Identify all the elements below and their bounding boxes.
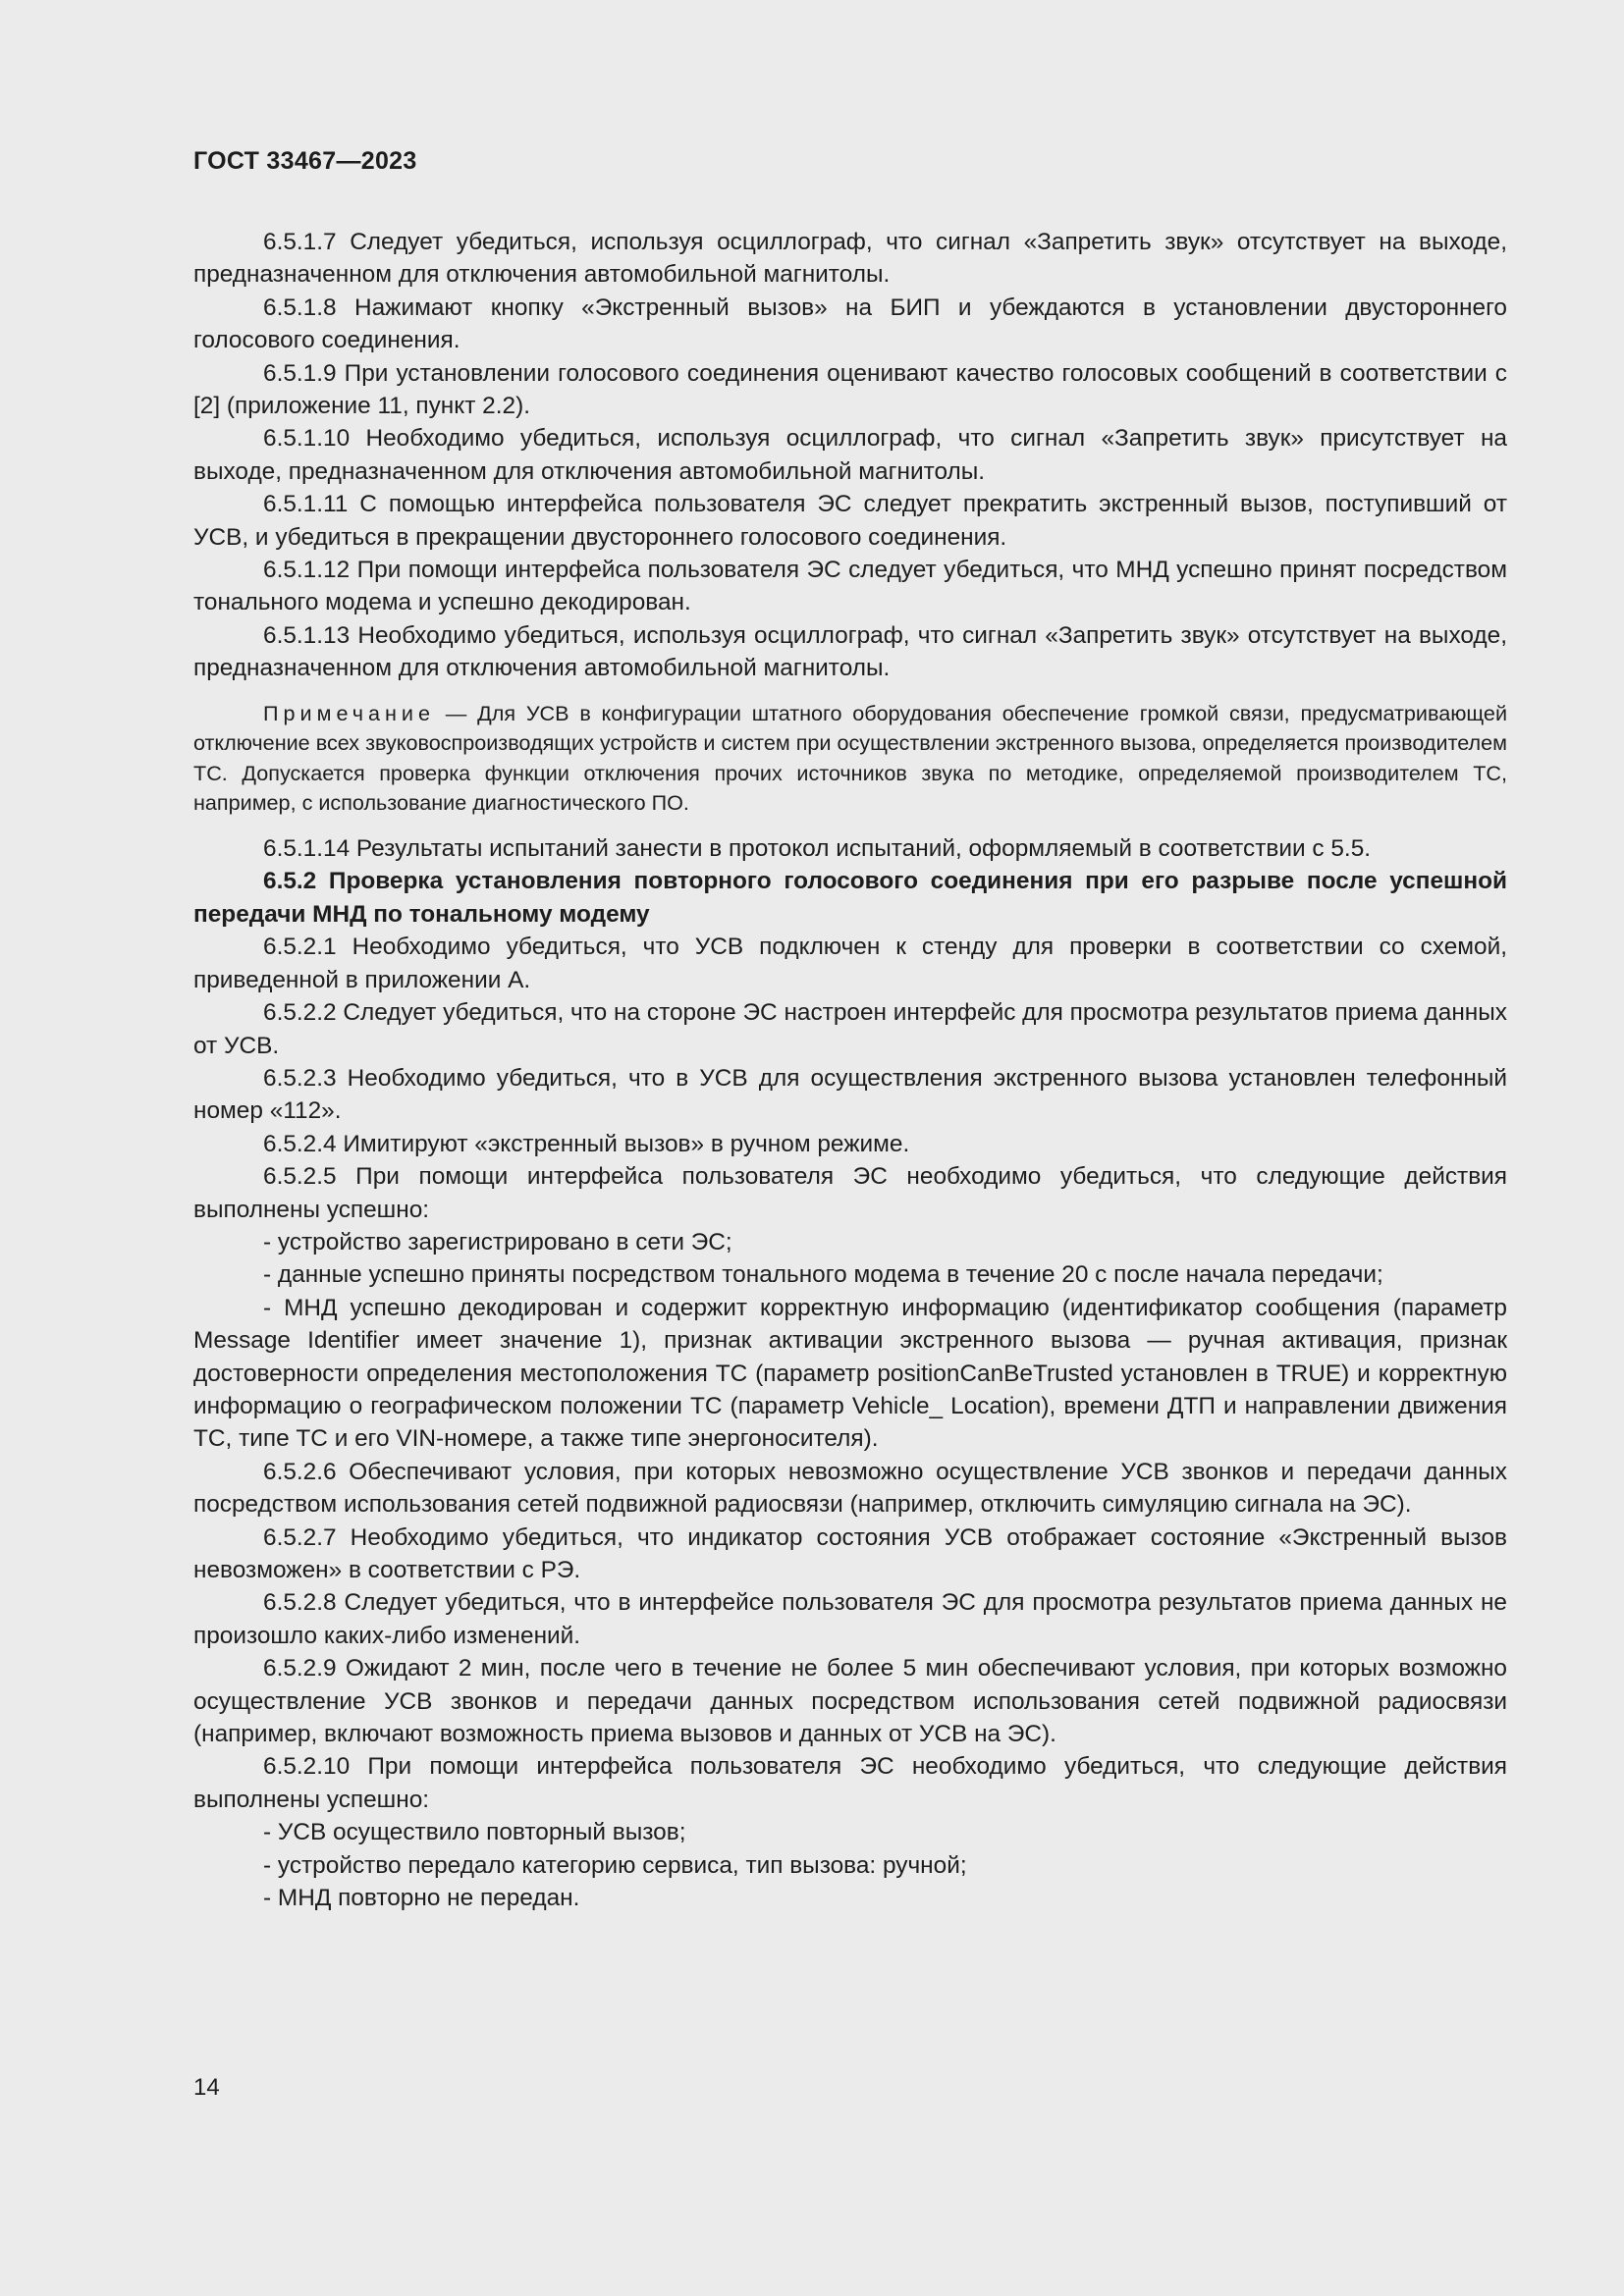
list-item: - УСВ осуществило повторный вызов; bbox=[263, 1819, 686, 1846]
paragraph-6-5-2-9: 6.5.2.9 Ожидают 2 мин, после чего в течение не более 5 мин обеспечивают условия, при которых возможно осуществление УСВ звонков и передачи данных посредством использования сетей подвижной радиосвязи (например, включают возможность приема вызовов и данных от УСВ на ЭС). bbox=[193, 1655, 1507, 1748]
paragraph-6-5-2-1: 6.5.2.1 Необходимо убедиться, что УСВ подключен к стенду для проверки в соответствии со схемой, приведенной в приложении А. bbox=[193, 934, 1507, 993]
paragraph-6-5-2-3: 6.5.2.3 Необходимо убедиться, что в УСВ для осуществления экстренного вызова установлен телефонный номер «112». bbox=[193, 1064, 1507, 1125]
list-item: - МНД успешно декодирован и содержит корректную информацию (идентификатор сообщения (параметр Message Identifier имеет значение 1), признак активации экстренного вызова — ручная активация, признак достоверности определения местоположения ТС (параметр positionCanBeTrusted установлен в TRUE) и корректную информацию о географическом положении ТС (параметр Vehicle_ Location), времени ДТП и направлении движения ТС, типе ТС и его VIN-номере, а также типе энергоносителя). bbox=[193, 1294, 1507, 1453]
paragraph-6-5-1-10: 6.5.1.10 Необходимо убедиться, используя осциллограф, что сигнал «Запретить звук» присутствует на выходе, предназначенном для отключения автомобильной магнитолы. bbox=[193, 425, 1507, 485]
section-heading-6-5-2 bbox=[193, 865, 1507, 931]
paragraph-6-5-1-12: 6.5.1.12 При помощи интерфейса пользователя ЭС следует убедиться, что МНД успешно принят посредством тонального модема и успешно декодирован. bbox=[193, 557, 1507, 616]
paragraph-6-5-1-11: 6.5.1.11 С помощью интерфейса пользователя ЭС следует прекратить экстренный вызов, поступивший от УСВ, и убедиться в прекращении двустороннего голосового соединения. bbox=[193, 491, 1507, 551]
paragraph-6-5-2-10: 6.5.2.10 При помощи интерфейса пользователя ЭС необходимо убедиться, что следующие действия выполнены успешно: bbox=[193, 1753, 1507, 1813]
list-item: - устройство передало категорию сервиса, тип вызова: ручной; bbox=[263, 1851, 967, 1879]
paragraph-6-5-1-13: 6.5.1.13 Необходимо убедиться, используя осциллограф, что сигнал «Запретить звук» отсутствует на выходе, предназначенном для отключения автомобильной магнитолы. bbox=[193, 621, 1507, 682]
paragraph-6-5-2-7: 6.5.2.7 Необходимо убедиться, что индикатор состояния УСВ отображает состояние «Экстренный вызов невозможен» в соответствии с РЭ. bbox=[193, 1523, 1507, 1583]
page-body bbox=[193, 226, 1507, 1914]
paragraph-6-5-2-2: 6.5.2.2 Следует убедиться, что на стороне ЭС настроен интерфейс для просмотра результатов приема данных от УСВ. bbox=[193, 999, 1507, 1059]
paragraph-6-5-1-8: 6.5.1.8 Нажимают кнопку «Экстренный вызов» на БИП и убеждаются в установлении двустороннего голосового соединения. bbox=[193, 294, 1507, 354]
page-number: 14 bbox=[193, 2074, 220, 2101]
document-header: ГОСТ 33467—2023 bbox=[193, 147, 417, 175]
paragraph-6-5-2-4: 6.5.2.4 Имитируют «экстренный вызов» в ручном режиме. bbox=[263, 1130, 910, 1157]
list-item: - МНД повторно не передан. bbox=[263, 1885, 580, 1912]
paragraph-6-5-1-14: 6.5.1.14 Результаты испытаний занести в протокол испытаний, оформляемый в соответствии с 5.5. bbox=[263, 835, 1372, 863]
note-block bbox=[193, 699, 1507, 819]
note-label: Примечание bbox=[263, 700, 435, 725]
section-heading-text: 6.5.2 Проверка установления повторного голосового соединения при его разрыве после успешной передачи МНД по тональному модему bbox=[193, 868, 1507, 928]
paragraph-6-5-1-9: 6.5.1.9 При установлении голосового соединения оценивают качество голосовых сообщений в соответствии с [2] (приложение 11, пункт 2.2). bbox=[193, 359, 1507, 420]
paragraph-6-5-2-6: 6.5.2.6 Обеспечивают условия, при которых невозможно осуществление УСВ звонков и передачи данных посредством использования сетей подвижной радиосвязи (например, отключить симуляцию сигнала на ЭС). bbox=[193, 1458, 1507, 1519]
paragraph-6-5-2-5: 6.5.2.5 При помощи интерфейса пользователя ЭС необходимо убедиться, что следующие действия выполнены успешно: bbox=[193, 1163, 1507, 1223]
note-text: — Для УСВ в конфигурации штатного оборудования обеспечение громкой связи, предусматривающей отключение всех звуковоспроизводящих устройств и систем при осуществлении экстренного вызова, определяется производителем ТС. Допускается проверка функции отключения прочих источников звука по методике, определяемой производителем ТС, например, с использование диагностического ПО. bbox=[193, 700, 1508, 816]
list-item: - данные успешно приняты посредством тонального модема в течение 20 с после начала передачи; bbox=[263, 1261, 1383, 1289]
list-item: - устройство зарегистрировано в сети ЭС; bbox=[263, 1228, 732, 1255]
paragraph-6-5-1-7: 6.5.1.7 Следует убедиться, используя осциллограф, что сигнал «Запретить звук» отсутствует на выходе, предназначенном для отключения автомобильной магнитолы. bbox=[193, 229, 1507, 289]
paragraph-6-5-2-8: 6.5.2.8 Следует убедиться, что в интерфейсе пользователя ЭС для просмотра результатов приема данных не произошло каких-либо изменений. bbox=[193, 1589, 1507, 1649]
